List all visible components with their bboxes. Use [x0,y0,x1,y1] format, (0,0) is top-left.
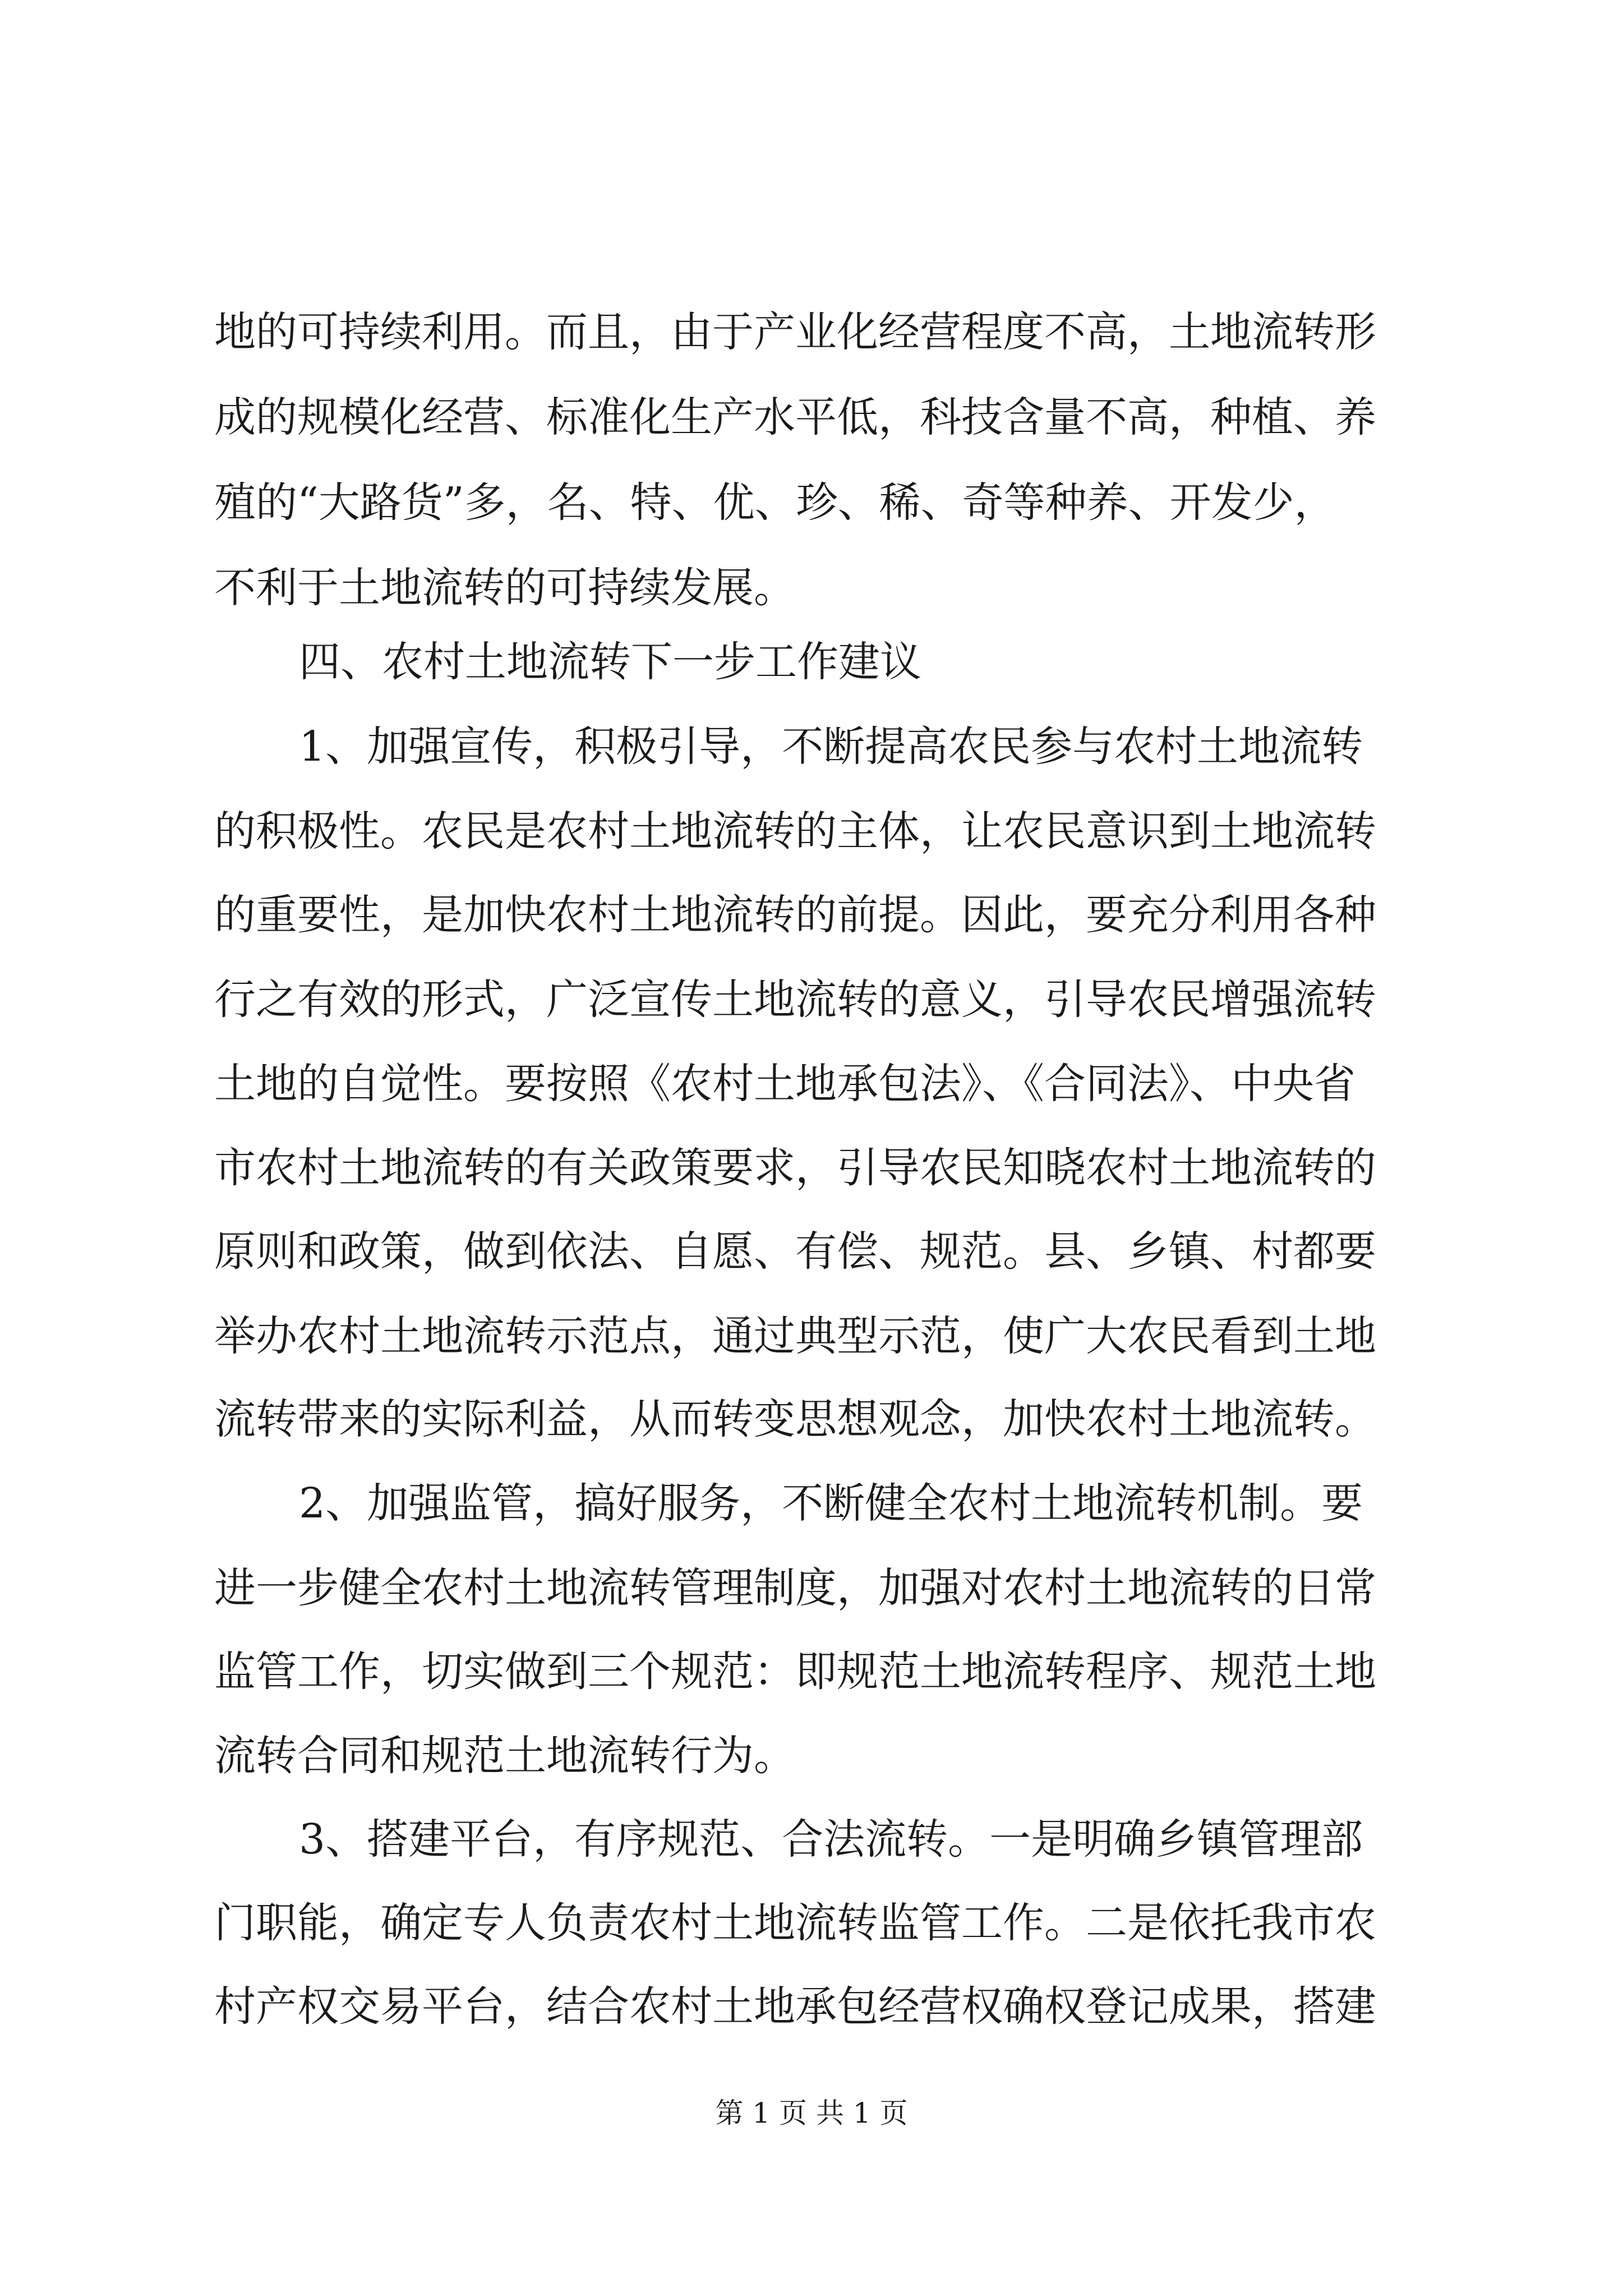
paragraph-first-line: 3、搭建平台，有序规范、合法流转。一是明确乡镇管理部 [299,1815,1363,1864]
text-line: 成的规模化经营、标准化生产水平低，科技含量不高，种植、养 [214,393,1376,441]
text-line: 流转合同和规范土地流转行为。 [214,1732,795,1780]
text-line: 行之有效的形式，广泛宣传土地流转的意义，引导农民增强流转 [214,976,1376,1024]
text-line: 地的可持续利用。而且，由于产业化经营程度不高，土地流转形 [214,308,1376,356]
text-line: 流转带来的实际利益，从而转变思想观念，加快农村土地流转。 [214,1395,1376,1443]
text-line: 的积极性。农民是农村土地流转的主体，让农民意识到土地流转 [214,807,1376,855]
text-line: 土地的自觉性。要按照《农村土地承包法》、《合同法》、中央省 [214,1060,1355,1108]
paragraph-first-line: 2、加强监管，搞好服务，不断健全农村土地流转机制。要 [299,1479,1363,1527]
text-line: 举办农村土地流转示范点，通过典型示范，使广大农民看到土地 [214,1312,1376,1360]
text-line: 市农村土地流转的有关政策要求，引导农民知晓农村土地流转的 [214,1144,1376,1192]
text-line: 监管工作，切实做到三个规范：即规范土地流转程序、规范土地 [214,1648,1376,1696]
text-line: 不利于土地流转的可持续发展。 [214,564,795,612]
text-line: 殖的“大路货”多，名、特、优、珍、稀、奇等种养、开发少， [214,478,1336,527]
text-line: 原则和政策，做到依法、自愿、有偿、规范。县、乡镇、村都要 [214,1227,1376,1276]
section-heading: 四、农村土地流转下一步工作建议 [299,638,921,686]
text-line: 进一步健全农村土地流转管理制度，加强对农村土地流转的日常 [214,1564,1376,1612]
text-line: 的重要性，是加快农村土地流转的前提。因此，要充分利用各种 [214,891,1376,939]
page-number-footer: 第 1 页 共 1 页 [715,2097,908,2129]
text-line: 门职能，确定专人负责农村土地流转监管工作。二是依托我市农 [214,1899,1376,1947]
paragraph-first-line: 1、加强宣传，积极引导，不断提高农民参与农村土地流转 [299,723,1363,771]
text-line: 村产权交易平台，结合农村土地承包经营权确权登记成果，搭建 [214,1982,1376,2031]
